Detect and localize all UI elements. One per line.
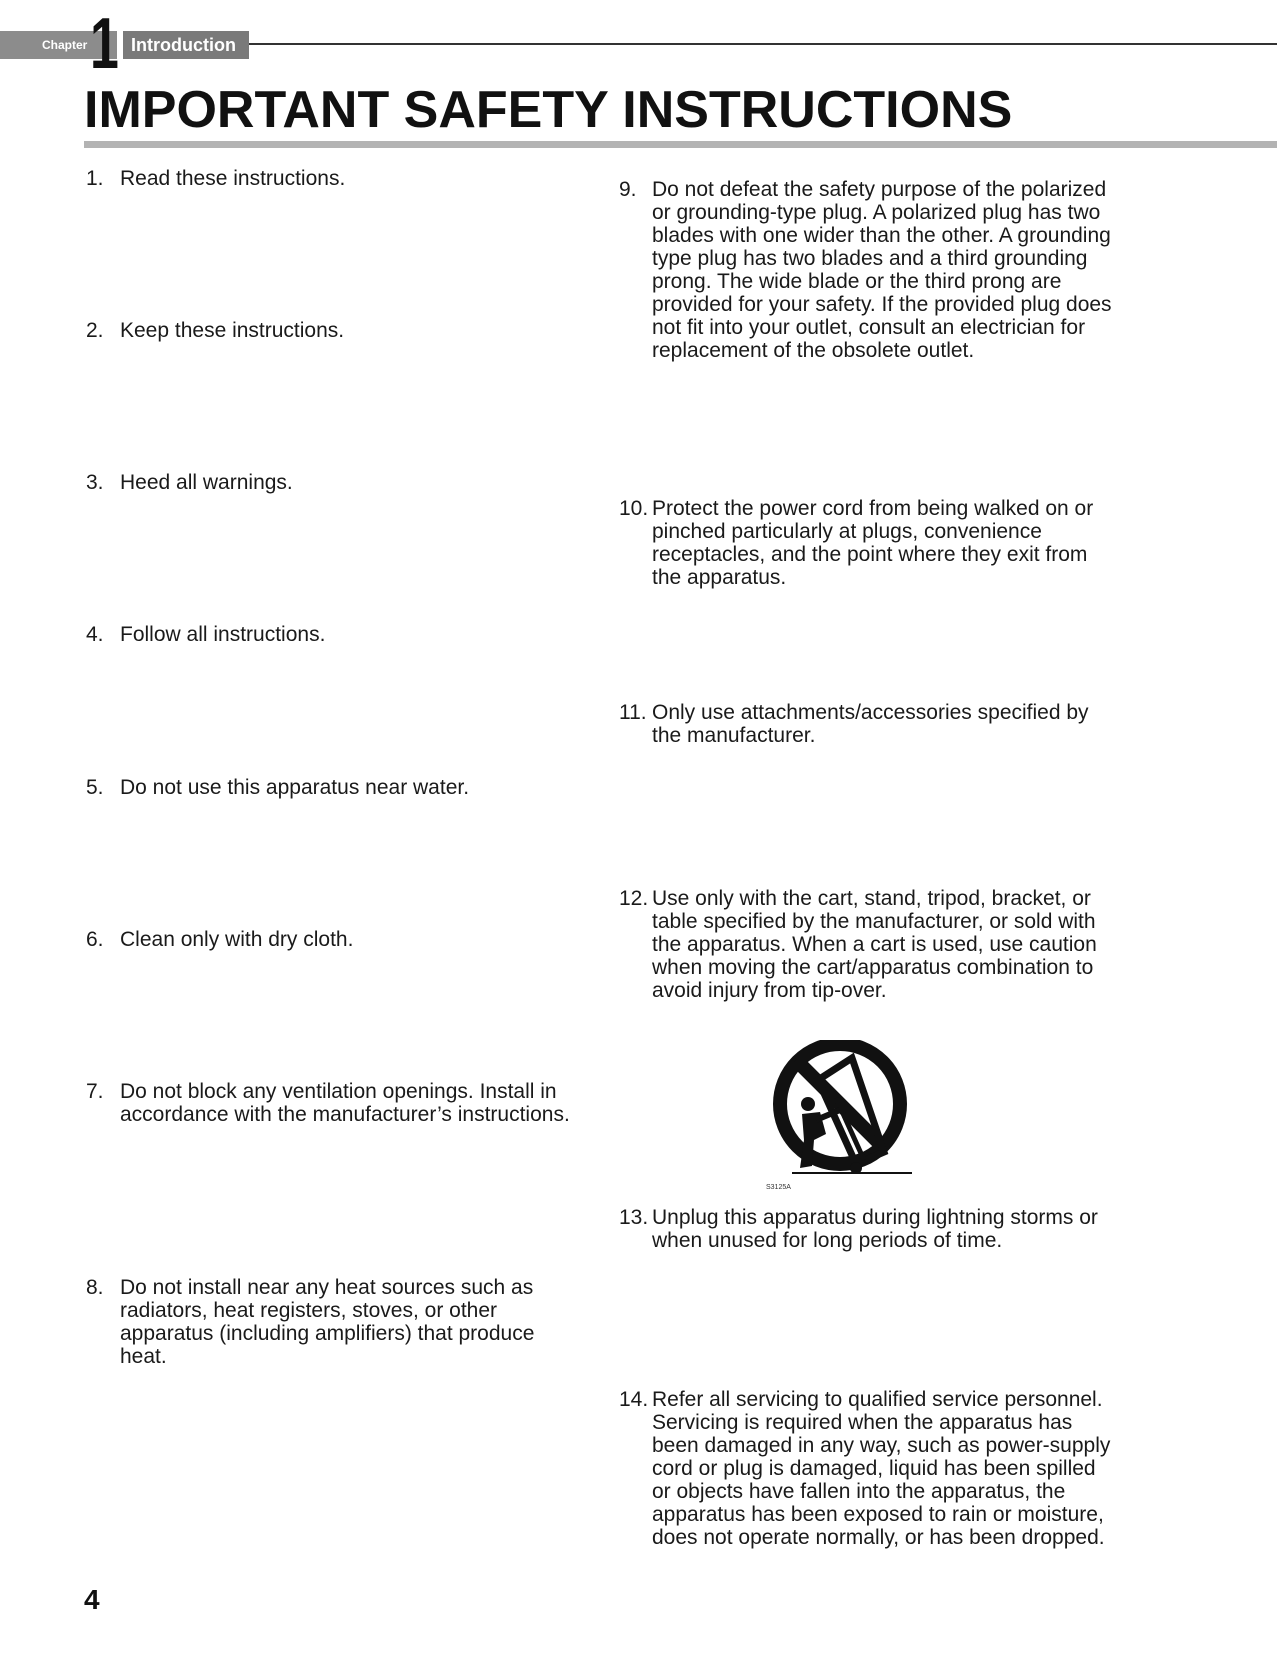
list-item bbox=[619, 497, 1119, 589]
cart-tip-over-warning-icon bbox=[752, 1040, 922, 1192]
item-number: 7. bbox=[86, 1080, 104, 1103]
list-item bbox=[86, 167, 576, 190]
item-number: 10. bbox=[619, 497, 649, 520]
list-item bbox=[619, 1206, 1119, 1252]
header-rule bbox=[249, 43, 1277, 45]
section-tab: Introduction bbox=[123, 31, 249, 59]
list-item bbox=[619, 701, 1119, 747]
item-text: Do not block any ventilation openings. Install in accordance with the manufacturer’s instructions. bbox=[120, 1080, 570, 1126]
item-number: 13. bbox=[619, 1206, 649, 1229]
page-title: IMPORTANT SAFETY INSTRUCTIONS bbox=[84, 81, 1013, 139]
item-number: 4. bbox=[86, 623, 104, 646]
item-text: Only use attachments/accessories specified by the manufacturer. bbox=[652, 701, 1089, 747]
item-number: 6. bbox=[86, 928, 104, 951]
chapter-number: 1 bbox=[90, 4, 119, 84]
list-item bbox=[86, 928, 576, 951]
item-text: Refer all servicing to qualified service personnel. Servicing is required when the apparatus has been damaged in any way, such as power-supply cord or plug is damaged, liquid has been spilled or objects have fallen into the apparatus, the apparatus has been exposed to rain or moisture, does not operate normally, or has been dropped. bbox=[652, 1388, 1111, 1549]
item-text: Unplug this apparatus during lightning storms or when unused for long periods of time. bbox=[652, 1206, 1098, 1252]
item-number: 2. bbox=[86, 319, 104, 342]
list-item bbox=[86, 1080, 576, 1126]
item-number: 3. bbox=[86, 471, 104, 494]
list-item bbox=[619, 1388, 1119, 1549]
list-item bbox=[86, 776, 576, 799]
item-text: Do not install near any heat sources such as radiators, heat registers, stoves, or other apparatus (including amplifiers) that produce heat. bbox=[120, 1276, 535, 1368]
item-text: Use only with the cart, stand, tripod, bracket, or table specified by the manufacturer, or sold with the apparatus. When a cart is used, use caution when moving the cart/apparatus combination to avoid injury from tip-over. bbox=[652, 887, 1097, 1002]
item-text: Read these instructions. bbox=[120, 167, 346, 190]
item-number: 12. bbox=[619, 887, 649, 910]
item-number: 5. bbox=[86, 776, 104, 799]
item-text: Keep these instructions. bbox=[120, 319, 345, 342]
title-rule bbox=[84, 141, 1277, 148]
list-item bbox=[86, 471, 576, 494]
item-number: 9. bbox=[619, 178, 637, 201]
chapter-label: Chapter bbox=[42, 38, 88, 52]
item-text: Heed all warnings. bbox=[120, 471, 293, 494]
list-item bbox=[86, 1276, 576, 1368]
item-text: Do not defeat the safety purpose of the polarized or grounding-type plug. A polarized plug has two blades with one wider than the other. A grounding type plug has two blades and a third grounding prong. The wide blade or the third prong are provided for your safety. If the provided plug does not fit into your outlet, consult an electrician for replacement of the obsolete outlet. bbox=[652, 178, 1112, 362]
item-text: Follow all instructions. bbox=[120, 623, 326, 646]
list-item bbox=[619, 178, 1119, 362]
item-number: 8. bbox=[86, 1276, 104, 1299]
symbol-code: S3125A bbox=[766, 1184, 791, 1191]
list-item bbox=[86, 319, 576, 342]
item-text: Protect the power cord from being walked on or pinched particularly at plugs, convenience receptacles, and the point where they exit from the apparatus. bbox=[652, 497, 1094, 589]
item-number: 11. bbox=[619, 701, 647, 724]
list-item bbox=[86, 623, 576, 646]
item-text: Do not use this apparatus near water. bbox=[120, 776, 470, 799]
item-number: 14. bbox=[619, 1388, 649, 1411]
page-number: 4 bbox=[84, 1584, 100, 1615]
item-number: 1. bbox=[86, 167, 104, 190]
item-text: Clean only with dry cloth. bbox=[120, 928, 354, 951]
list-item bbox=[619, 887, 1119, 1002]
